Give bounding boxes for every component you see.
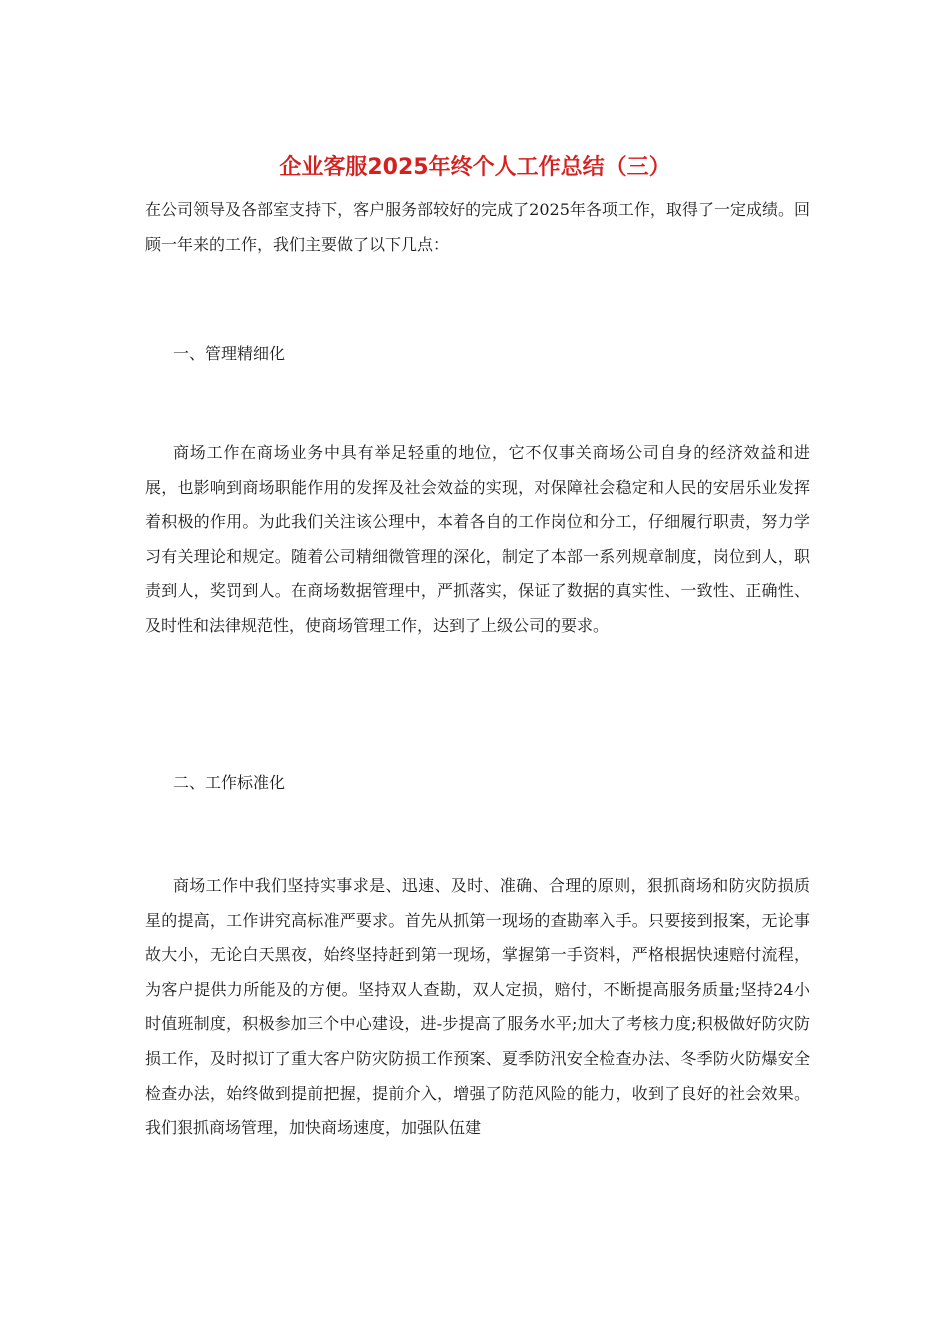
document-title: 企业客服2025年终个人工作总结（三） xyxy=(279,155,671,180)
section-heading-1: 一、管理精细化 xyxy=(173,344,286,363)
intro-paragraph: 在公司领导及各部室支持下，客户服务部较好的完成了2025年各项工作，取得了一定成绩。回顾一年来的工作，我们主要做了以下几点： xyxy=(145,200,810,254)
section-body-1: 商场工作在商场业务中具有举足轻重的地位，它不仅事关商场公司自身的经济效益和进展，也影响到商场职能作用的发挥及社会效益的实现，对保障社会稳定和人民的安居乐业发挥着积极的作用。为此我们关注该公理中，本着各自的工作岗位和分工，仔细履行职责，努力学习有关理论和规定。随着公司精细微管理的深化，制定了本部一系列规章制度，岗位到人，职责到人，奖罚到人。在商场数据管理中，严抓落实，保证了数据的真实性、一致性、正确性、及时性和法律规范性，使商场管理工作，达到了上级公司的要求。 xyxy=(145,443,810,635)
section-body-2: 商场工作中我们坚持实事求是、迅速、及时、准确、合理的原则，狠抓商场和防灾防损质星的提高，工作讲究高标准严要求。首先从抓第一现场的查勘率入手。只要接到报案，无论事故大小，无论白天黑夜，始终坚持赶到第一现场，掌握第一手资料，严格根据快速赔付流程，为客户提供力所能及的方便。坚持双人查勘，双人定损，赔付，不断提高服务质量;坚持24小时值班制度，积极参加三个中心建设，进-步提高了服务水平;加大了考核力度;积极做好防灾防损工作，及时拟订了重大客户防灾防损工作预案、夏季防汛安全检查办法、冬季防火防爆安全检查办法，始终做到提前把握，提前介入，增强了防范风险的能力，收到了良好的社会效果。我们狠抓商场管理，加快商场速度，加强队伍建 xyxy=(145,876,810,1138)
section-heading-2: 二、工作标准化 xyxy=(173,773,286,792)
